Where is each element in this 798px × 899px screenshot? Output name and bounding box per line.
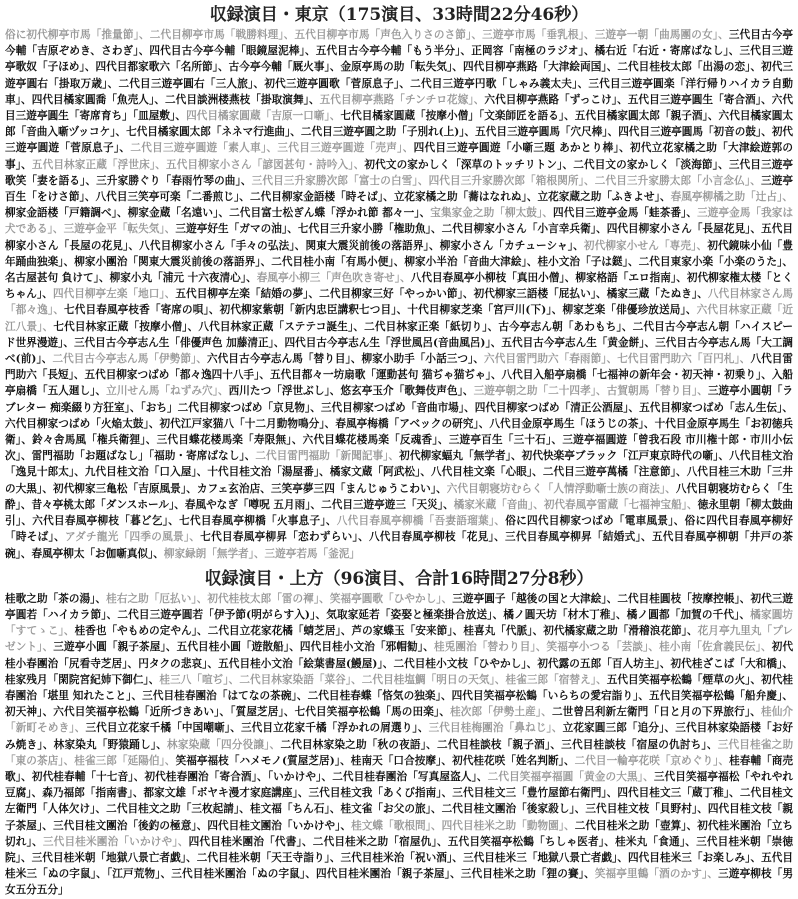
program-entry: 五代目柳亭燕路「チンチロ花嫁」、 xyxy=(319,93,485,106)
program-entry: 初代江戸家猫八「十二月動物鳴分」、 xyxy=(159,417,336,430)
program-entry: 八代目春風亭小柳枝「真田小僧」、 xyxy=(410,272,576,285)
program-entry: 初代三遊亭圓若「ハイカラ節」、 xyxy=(5,592,794,621)
program-entry: 桂文雀「お父の旅」、 xyxy=(340,803,442,816)
program-entry: 古今亭志ん朝「あわもち」、 xyxy=(498,320,633,333)
program-entry: 初代桂春輔「十七音」、 xyxy=(31,770,145,783)
program-entry: 笑福亭福枝「ハメモノ(質屋芝居)」、 xyxy=(175,754,351,767)
program-entry: 八代目三笑亭可楽「二番煎じ」、 xyxy=(95,191,250,204)
program-entry: 七代目笑福亭松鶴「馬の田楽」、 xyxy=(294,706,451,719)
program-entry: 二代目桂春蝶「悋気の独楽」、 xyxy=(307,689,452,702)
program-entry: 六代目三遊亭圓生「寄席育ち」「皿屋敷」、 xyxy=(5,93,794,123)
program-entry: 二代目桂小文枝「ひやかし」、 xyxy=(393,657,538,670)
program-entry: 桂雀三郎「宿替え」、 xyxy=(505,673,607,686)
program-entry: 四代目三升家勝次郎「箱根関所」、 xyxy=(428,174,595,187)
program-entry: 橘右近「右近・寄席ばなし」、 xyxy=(594,45,740,58)
program-entry: 三升家勝ぐり「春雨竹琴の曲」、 xyxy=(96,174,252,187)
program-entry: 名古屋甚句 負けて」、 xyxy=(5,272,110,285)
program-entry: 柳家金語楼「戸籍調べ」、 xyxy=(5,207,128,220)
program-entry: 八代目雷門助六「長短」、 xyxy=(5,353,794,382)
program-entry: 「いかけや」、 xyxy=(267,770,333,783)
program-entry: 二代目三遊亭遊三「天災」、 xyxy=(321,498,454,511)
program-entry: 初代桂枝太郎「雷の褌」、 xyxy=(207,592,330,605)
program-entry: 二代目桂談枝「親子酒」、 xyxy=(436,738,562,751)
program-entry: 二代目三遊亭圓右「三人旅」、 xyxy=(118,77,265,90)
program-entry: 四代目桂文枝「親子茶屋」、 xyxy=(5,803,793,832)
program-entry: 三遊亭好生「ガマの油」、 xyxy=(175,223,298,236)
program-entry: 三代目桂米之助「狸の賽」、 xyxy=(460,868,595,881)
program-entry: 八代目春風亭柳枝「花見」、 xyxy=(368,531,505,544)
program-entry: 二代目三遊亭萬橘「注意節」、 xyxy=(542,466,687,479)
program-entry: 三代目古今亭志ん生「俳優声色 加藤清正」、 xyxy=(73,336,285,349)
program-entry: 芦の家蝶玉「安来節」、 xyxy=(351,625,464,638)
program-entry: 二代目柳家小さん「小言幸兵衛」、 xyxy=(441,223,607,236)
program-entry: 初代快楽亭ブラック「江戸東京時代の噺」、 xyxy=(521,450,730,463)
program-entry: 二代目桂文之助「三枚起請」、 xyxy=(106,803,250,816)
program-entry: 桂三八「喧ぢ」、 xyxy=(159,673,240,686)
program-entry: 春風亭梅橋「アベックの研究」、 xyxy=(335,417,490,430)
program-entry: 四代目桂米團治「親子茶屋」、 xyxy=(316,868,461,881)
program-entry: 二代目桂春團治「写真屋盗人」、 xyxy=(332,770,488,783)
program-entry: 二代目桂米之助「宿屋仇」、 xyxy=(312,835,448,848)
program-entry: 三代目桂文我「あくび指南」、 xyxy=(308,787,453,800)
program-entry: 三代目立花家千橘「中国嘲噺」、 xyxy=(85,722,241,735)
program-entry: 桂小文治「子は鎹」、 xyxy=(537,255,639,268)
program-entry: 八代目朝寝坊むらく「生酔」、 xyxy=(5,482,794,511)
program-entry: 桂南天「口合按摩」、 xyxy=(350,754,453,767)
program-entry: 春風亭小柳三「声色吹き寄せ」、 xyxy=(256,272,411,285)
program-entry: 五代目橘家圓太郎「親子酒」、 xyxy=(574,110,719,123)
program-entry: 二代目桂文團治「後家殺し」、 xyxy=(441,803,586,816)
program-entry: 七代目春風亭枝香「寄席の唄」、 xyxy=(64,304,220,317)
program-entry: 五代目柳亭左楽「結婚の夢」、 xyxy=(175,288,320,301)
program-entry: 春風亭柳太「お伽噺真似」、 xyxy=(31,547,164,560)
program-entry: 三遊亭圓子「越後の国と大津絵」、 xyxy=(452,592,618,605)
program-entry: 三代目桂雀之助「東の茶店」、 xyxy=(5,738,794,767)
program-entry: 三遊亭朝之助「二十四孝」、 xyxy=(473,385,607,398)
program-entry: 立花家橘之助「蕎はなれぬ」、 xyxy=(393,191,538,204)
program-entry: 古今亭今輔「厩火事」、 xyxy=(228,61,341,74)
program-entry: 初代柳家小せん「専売」、 xyxy=(583,239,708,252)
program-entry: 三遊亭市馬「垂乳根」、 xyxy=(482,29,595,41)
program-entry: 六代目古今亭志ん馬「替り目」、 xyxy=(206,353,362,366)
program-entry: 初代柳家三語楼「屁払い」、 xyxy=(473,288,607,301)
program-entry: 都家文雄「ボヤキ漫才家庭講座」、 xyxy=(143,787,309,800)
program-entry: 五代目桂米三「ぬの字鼠」、 xyxy=(5,851,794,881)
program-entry: 笑福亭里鶴「酒のかす」、 xyxy=(594,868,719,881)
program-entry: 二代目雷門福助「新聞記事」、 xyxy=(255,450,400,463)
program-entry: 六代目柳家つばめ「火焔太鼓」、 xyxy=(5,417,160,430)
program-entry: 二代目柳家三好「やっかい節」、 xyxy=(319,288,474,301)
program-entry: 橘ノ圓天坊「材木丁稚」、 xyxy=(503,608,627,621)
program-entry: 初代橘家蔵之助「滑稽浪花節」、 xyxy=(543,625,698,638)
program-entry: 林家染丸「野猿踊し」、 xyxy=(53,738,168,751)
program-entry: 桂喜丸「代脈」、 xyxy=(463,625,544,638)
program-entry: 初代柳家三亀松「吉原風景」、 xyxy=(52,482,197,495)
program-entry: 六代目蝶花楼馬楽「反魂香」、 xyxy=(302,434,449,447)
program-entry: 三遊亭百生「をけさ節」、 xyxy=(5,174,794,204)
program-entry: 八代目金原亭馬生「ほうじの茶」、 xyxy=(489,417,655,430)
program-entry: 四代目三遊亭金馬「蛙茶番」、 xyxy=(553,207,698,220)
program-entry: 三代目春風亭柳昇「結婚式」、 xyxy=(505,531,652,544)
kamigata-section-title: 収録演目・上方（96演目、合計16時間27分8秒） xyxy=(204,568,594,589)
program-entry: 五代目柳亭市馬「声色入りさのさ節」、 xyxy=(294,29,483,41)
program-entry: 三代目三遊亭歌笑「妻を語る」、 xyxy=(5,158,794,187)
program-entry: 三遊亭若馬「釜泥」 xyxy=(264,547,360,560)
program-entry: 三遊亭百生「三十石」、 xyxy=(448,434,563,447)
program-entry: 二代目一輪亭花咲「京めぐり」、 xyxy=(574,754,730,767)
program-entry: 二代目林家染語「菜谷」、 xyxy=(239,673,362,686)
program-entry: 二代目三遊亭圓遊「素人車」、 xyxy=(130,142,278,155)
program-entry: 三代目桂米朝「地獄八景亡者戯」、 xyxy=(31,851,197,864)
program-entry: 柳家小團治「関東大震災前後の落語界」、 xyxy=(74,255,272,268)
program-entry: 四代目桂米團治「代書」、 xyxy=(188,835,313,848)
program-entry: 八代目入船亭扇橋「七福神の新年会・初天神・初乗り」、 xyxy=(501,369,772,382)
program-entry: 三遊亭柳枝「男女五分五分」 xyxy=(5,868,794,897)
program-entry: 金原亭馬の助「転失気」、 xyxy=(340,61,463,74)
program-entry: 初代三遊亭圓遊「菅原息子」、 xyxy=(5,126,794,155)
program-entry: 「おち」二代目柳家つばめ「京見物」、 xyxy=(140,401,321,414)
program-entry: 二代目立花家花橘「蜻芝居」、 xyxy=(207,625,352,638)
program-entry: 初代文の家かしく「深草のトッチリトン」、 xyxy=(364,158,574,171)
program-entry: 三代目桂米三「地獄八景亡者戯」、 xyxy=(462,851,629,864)
program-entry: 桂文福「ちん石」、 xyxy=(249,803,341,816)
program-entry: 三笑亭夢三四「まんじゅうこわい」、 xyxy=(270,482,447,495)
program-entry: 五代目春風亭柳朝「井戸の茶碗」、 xyxy=(5,531,794,560)
program-entry: 三代目三遊亭圓遊「売声」、 xyxy=(277,142,414,155)
program-entry: 昔々亭桃太郎「ダンスホール」、 xyxy=(31,498,185,511)
program-entry: 森乃福郎「指南書」、 xyxy=(42,787,144,800)
program-entry: 正岡容「南極のラジオ」、 xyxy=(471,45,595,58)
program-entry: 三遊亭小圓朝「ラブレター 痴楽綴り方狂室」、 xyxy=(5,385,794,414)
program-entry: 春風亭柳橘之助「辻占」、 xyxy=(670,191,794,204)
program-entry: 二代目桂文左衛門「人体欠け」、 xyxy=(5,787,794,816)
program-entry: 桂米丸「食通」、 xyxy=(615,835,697,848)
program-entry: 十代目柳家芝楽「宮戸川(下)」、 xyxy=(407,304,563,317)
program-entry: 春風やなぎ「噂呪 五月雨」、 xyxy=(184,498,322,511)
tokyo-program-list xyxy=(5,27,793,562)
program-entry: 俗に初代柳亭市馬「推量節」、 xyxy=(5,29,150,41)
program-entry: カフェ玄治店、 xyxy=(196,482,271,495)
program-entry: 入船亭扇橋「五人廻し」、 xyxy=(5,369,794,398)
program-entry: 立花家圓三郎「追分」、 xyxy=(562,722,676,735)
program-entry: 八代目桂文楽「心眼」、 xyxy=(431,466,543,479)
program-entry: 八代目柳家小さん「手々の弘法」、 xyxy=(139,239,306,252)
tokyo-section-title: 収録演目・東京（175演目、33時間22分46秒） xyxy=(209,5,589,25)
program-entry: 三代目三升家勝次郎「富士の白雪」、 xyxy=(251,174,429,187)
program-entry: 五代目柳家小さん「長屋の花見」、 xyxy=(5,223,794,252)
program-entry: 初代露の五郎「百人坊主」、 xyxy=(537,657,671,670)
program-entry: 初代三遊亭圓右「掛取万歳」、 xyxy=(5,61,794,90)
program-entry: 初代桂米團治「立ち切れ」、 xyxy=(5,819,794,848)
program-entry: 柳家芝楽「俳優珍放送局」、 xyxy=(562,304,697,317)
program-entry: 徳永里朝「柳太鼓曲引」、 xyxy=(5,498,794,528)
program-entry: 五代目柳家小さん「諺図甚句・詩吟入」、 xyxy=(165,158,365,171)
program-entry: 笑福亭圓歌「ひやかし」、 xyxy=(329,592,453,605)
program-entry: 四代目桂米之助「動物園」、 xyxy=(441,819,575,832)
program-entry: 七代目橘家圓太郎「ネネマ行進曲」、 xyxy=(126,126,301,139)
program-entry: 円タクの悲哀」、 xyxy=(138,657,219,670)
program-entry: 橘ノ圓都「加賀の千代」、 xyxy=(626,608,751,621)
program-entry: 四代目橘家圓蔵「吉原一口噺」、 xyxy=(186,110,341,123)
program-entry: 三遊亭福圓遊「曾我石段 市川権十郎・市川小伝次」、 xyxy=(5,434,794,463)
program-entry: 気取家延若「姿娶と極楽掛合放送」、 xyxy=(326,608,504,621)
program-entry: 柳家金蔵「名遠い」、 xyxy=(127,207,230,220)
program-entry: 三遊亭金馬「我家は犬である」、 xyxy=(5,207,794,236)
program-entry: 宝集家金之助「柳太鼓」、 xyxy=(430,207,554,220)
program-entry: 五代目桂小文治「絵葉書屋(鰻屋)」、 xyxy=(218,657,394,670)
program-entry: 七代目林家正蔵「按摩小僧」、 xyxy=(53,320,199,333)
program-entry: 三代目柳家つばめ「音曲市場」、 xyxy=(320,401,475,414)
program-entry: 五代目柳家つばめ「都々逸四十八手」、 xyxy=(84,369,270,382)
program-entry: 二代目桂塩鯛「明日の天気」、 xyxy=(361,673,506,686)
program-entry: 二代目林家正楽「紙切り」、 xyxy=(364,320,499,333)
program-entry: 二代目三遊亭円歌「しゃみ義太夫」、 xyxy=(410,77,589,90)
kamigata-program-list xyxy=(5,591,793,899)
program-entry: 初代春風亭雷蔵「七福神宝船」、 xyxy=(543,498,698,511)
program-entry: 六代目柳亭燕路「ずっこけ」、 xyxy=(484,93,628,106)
program-entry: 六代目林家正蔵「近江八景」、 xyxy=(5,304,794,333)
program-entry: 橘家文蔵「阿武松」、 xyxy=(329,466,431,479)
program-entry: 初代三遊亭圓歌「菅原息子」、 xyxy=(264,77,411,90)
program-entry: 三代目三遊亭圓楽「洋行帰りハイカラ自動車」、 xyxy=(5,77,793,106)
program-entry: 初代立花家橘之助「大津絵遊郭の事」、 xyxy=(5,142,794,171)
program-entry: 二代目桂枝太郎「出湯の恋」、 xyxy=(617,61,762,74)
program-entry: 四代目柳家つばめ「清正公酒屋」、 xyxy=(474,401,640,414)
program-entry: 六代目笑福亭松鶴「近所づきあい」、 xyxy=(53,706,231,719)
program-entry: 桂雀三郎「延陽伯」、 xyxy=(74,754,176,767)
program-entry: 三代目立花家千橘「浮かれの屑選り」、 xyxy=(240,722,429,735)
program-entry: 橘家米蔵「音曲」、 xyxy=(453,498,544,511)
program-entry: 三代目古今亭志ん馬「大工調べ(前)」、 xyxy=(5,336,794,366)
program-entry: 二代目東家小楽「小楽のうた」、 xyxy=(638,255,794,268)
program-entry: 三代目桂文枝「貝野村」、 xyxy=(585,803,708,816)
program-entry: 二代目三升家勝太郎「小言念仏」、 xyxy=(594,174,761,187)
program-entry: 六代目朝寝坊むらく「人情浮動噺士族の商法」、 xyxy=(446,482,676,495)
program-entry: 五代目三遊亭圓馬「穴尺棒」、 xyxy=(475,126,619,139)
program-entry: 初代柳家蝠丸「無学者」、 xyxy=(399,450,522,463)
program-entry: 柳家小半治「音曲大津絵」、 xyxy=(404,255,538,268)
program-entry: 桂兎團治「替わり目」、 xyxy=(433,641,547,654)
program-entry: 七代目三升家小勝「権助魚」、 xyxy=(297,223,442,236)
program-entry: 六代目橘家圓太郎「音曲入噺ヅッコケ」、 xyxy=(5,110,794,139)
program-entry: 六代目雷門助六「春雨節」、 xyxy=(484,353,618,366)
program-entry: 三代目蝶花楼馬楽「寿限無」、 xyxy=(156,434,303,447)
program-entry: 七代目橘家圓蔵「按摩小僧」「文楽師匠を語る」、 xyxy=(340,110,575,123)
program-entry: 二代目三遊亭圓之助「子別れ(上)」、 xyxy=(300,126,476,139)
program-entry: 柳家緑朗「無学者」、 xyxy=(163,547,265,560)
program-entry: 三代目桂米團治「いかけや」、 xyxy=(42,835,189,848)
program-entry: 三代目桂米朝「崇徳院」、 xyxy=(5,835,794,864)
program-entry: 二代目古今亭志ん馬「伊勢節」、 xyxy=(52,353,207,366)
program-entry: 二代目富士松ぎん蝶「浮かれ節 都々一」、 xyxy=(229,207,431,220)
program-entry: 七代目雷門助六「百円札」、 xyxy=(617,353,751,366)
program-entry: 俗に四代目春風亭柳好「時そば」、 xyxy=(5,515,794,544)
program-entry: 五代目古今亭志ん生「黄金餅」、 xyxy=(501,336,656,349)
program-entry: 四代目桂文三「蔵丁稚」、 xyxy=(617,787,740,800)
program-entry: 古賀朝馬「替り目」、 xyxy=(606,385,708,398)
program-entry: 三代目桂春團治「はてなの茶碗」、 xyxy=(142,689,308,702)
program-entry: 初代柳家権太楼「とくちゃん」、 xyxy=(5,272,794,301)
program-entry: 柳家小助手「小話三つ」、 xyxy=(361,353,485,366)
program-entry: 三代目桂梅團治「鼻ねじ」、 xyxy=(428,722,563,735)
program-entry: 立川せん馬「ねずみ穴」、 xyxy=(106,385,229,398)
program-entry: 桂右之助「厄払い」、 xyxy=(106,592,208,605)
program-entry: 五代目古今亭今輔「もう半分」、 xyxy=(315,45,472,58)
program-entry: 柳家格語「エロ指南」、 xyxy=(575,272,687,285)
program-entry: 八代目桂文治「逸見十郎太」、 xyxy=(5,450,793,479)
program-entry: 八代目林家正蔵「ステテコ誕生」、 xyxy=(198,320,365,333)
program-entry: 四代目古今亭志ん生「浮世風呂(音曲風呂)」、 xyxy=(284,336,502,349)
program-entry: 鈴々舎馬風「権兵衛狸」、 xyxy=(32,434,157,447)
program-entry: 初代桂春團治「堪里 知れたこと」、 xyxy=(5,673,794,702)
program-entry: 三代目桂談枝「宿屋の仇討ち」、 xyxy=(561,738,718,751)
program-entry: アダチ龍光「四季の風景」、 xyxy=(64,531,201,544)
program-entry: 四代目桂米三「お楽しみ」、 xyxy=(628,851,762,864)
program-entry: 「質屋芝居」、 xyxy=(230,706,295,719)
program-entry: 初天神」、 xyxy=(5,706,54,719)
program-entry: 三代目桂米團治「ぬの字鼠」、 xyxy=(171,868,317,881)
program-entry: 四代目柳家小さん「長屋花見」、 xyxy=(606,223,762,236)
program-entry: 五代目林家正蔵「浮世床」、 xyxy=(31,158,166,171)
program-entry: 三遊亭金平「転失気」、 xyxy=(63,223,176,236)
program-entry: 初代鏡味小仙「豊年踊曲独楽」、 xyxy=(5,239,794,268)
program-entry: 十代目桂文治「湯屋番」、 xyxy=(207,466,330,479)
program-entry: 柳家小丸「浦元 十六夜清心」、 xyxy=(109,272,257,285)
program-entry: 五代目笑福亭松鶴「船弁慶」、 xyxy=(649,689,794,702)
program-entry: 桂家残月「閑院宮紀姉下御仁」、 xyxy=(5,673,160,686)
program-entry: 桂香也「やもめの定やん」、 xyxy=(74,625,208,638)
program-entry: 二世曾呂利新左衛門「日と月の下界旅行」、 xyxy=(551,706,761,719)
program-entry: 四代目三遊亭圓遊「小噺三題 あかとり棒」、 xyxy=(413,142,631,155)
program-entry: 四代目都家歌六「名所節」、 xyxy=(95,61,229,74)
program-entry: 四代目笑福亭松鶴「いらちの愛宕詣り」、 xyxy=(451,689,650,702)
program-entry: 雷門福助「お題ばなし」「福助・寄席ばなし」、 xyxy=(31,450,256,463)
program-entry: 二代目桂小南「有馬小便」、 xyxy=(271,255,405,268)
program-entry: 二代目柳家金語楼「時そば」、 xyxy=(249,191,394,204)
program-entry: 二代目桂米之助「壺算」、 xyxy=(574,819,698,832)
program-entry: 二代目桂米朝「天王寺詣り」、 xyxy=(196,851,341,864)
program-entry: 四代目桂文團治「いかけや」、 xyxy=(207,819,352,832)
program-entry: 二代目桂圓枝「按摩控帳」、 xyxy=(617,592,751,605)
program-entry: 五代目三遊亭圓生「寄合酒」、 xyxy=(627,93,772,106)
program-entry: 十代目金原亭馬生「お初徳兵衛」、 xyxy=(5,417,793,447)
program-entry: 八代目林家さん馬「都々逸」、 xyxy=(5,288,794,317)
program-entry: 悠玄亭玉介「歌舞伎声色」、 xyxy=(340,385,474,398)
program-entry: 三代目桂米治「祝い酒」、 xyxy=(340,851,463,864)
program-entry: 七代目春風亭柳橋「火事息子」、 xyxy=(179,515,337,528)
program-entry: 関東大震災前後の落語界」、 xyxy=(305,239,440,252)
program-entry: 三代目桂文三「豊竹屋節右衛門」、 xyxy=(452,787,618,800)
program-entry: 二代目文の家かしく「淡海節」、 xyxy=(573,158,729,171)
program-entry: 二代目古今亭志ん朝「ハイスピード世界漫遊」、 xyxy=(5,320,794,349)
program-entry: 初代柳家紫朝「新内忠臣講釈七つ目」、 xyxy=(219,304,408,317)
program-entry: 柳家小さん「カチューシャ」、 xyxy=(439,239,584,252)
program-entry: 八代目春風亭柳橋「吾妻語瑠葉」、 xyxy=(336,515,506,528)
program-entry: 橘家圓坊「すてゝこ」、 xyxy=(5,608,794,638)
program-entry: 三代目林家染語楼「お好み焼き」、 xyxy=(5,722,794,751)
program-entry: 桂歌之助「茶の湯」、 xyxy=(5,592,107,605)
program-entry: 三代目桂文團治「後釣の極意」、 xyxy=(52,819,208,832)
program-entry: 花月亭九里丸「プレゼント」、 xyxy=(5,625,794,654)
program-entry: 橘家三蔵「たぬき」、 xyxy=(606,288,708,301)
program-entry: 初代桂春團治「寄合酒」、 xyxy=(144,770,268,783)
program-entry: 三代目三遊亭歌奴「子ほめ」、 xyxy=(5,45,794,74)
program-entry: 三遊亭一朝「曲馬團の女」、 xyxy=(594,29,729,41)
program-entry: 五代目桂小圓「遊散船」、 xyxy=(176,641,300,654)
program-entry: 四代目柳亭燕路「大津絵両国」、 xyxy=(462,61,618,74)
program-entry: 二代目林家染之助「秋の夜語」、 xyxy=(280,738,437,751)
program-entry: 林家染蔵「四分役譲」、 xyxy=(167,738,281,751)
program-entry: 桂文蝶「歌根問」、 xyxy=(351,819,442,832)
program-entry: 初代桂小春團治「尻看寺芝居」、 xyxy=(5,641,794,670)
program-entry: 二代目柳亭市馬「戦勝料理」、 xyxy=(149,29,295,41)
program-entry: 四代目桂小文治「邪帽勧」、 xyxy=(299,641,434,654)
program-entry: 六代目春風亭柳枝「暮ど乞」、 xyxy=(32,515,180,528)
program-entry: 八代目桂三木助「三井の大黒」、 xyxy=(5,466,794,495)
program-entry: 七代目春風亭柳昇「恋わずらい」、 xyxy=(200,531,369,544)
program-entry: 二代目談洲楼燕枝「掛取演舞」、 xyxy=(165,93,320,106)
program-entry: 桂小南「佐倉義民伝」、 xyxy=(659,641,772,654)
program-entry: 三代目古今亭今輔「吉原ぞめき、さわぎ」、 xyxy=(5,29,794,58)
program-entry: 俗に四代目柳家つばめ「電車風景」、 xyxy=(505,515,685,528)
program-entry: 三代目笑福亭福松「やれやれ豆腐」、 xyxy=(5,770,794,800)
program-entry: 二代目笑福亭福圓「黄金の大黒」、 xyxy=(487,770,654,783)
program-entry: 桂春輔「商売歌」、 xyxy=(5,754,794,783)
program-entry: 「江戸荒物」、 xyxy=(106,868,172,881)
program-entry: 笑福亭小つる「芸談」、 xyxy=(546,641,660,654)
program-entry: 四代目古今亭今輔「眼鏡屋泥棒」、 xyxy=(149,45,316,58)
program-entry: 初代桂ざこば「大和橋」、 xyxy=(670,657,794,670)
program-entry: 五代目柳家つばめ「志ん生伝」、 xyxy=(639,401,793,414)
program-entry: 立花家蔵之助「ふきよせ」、 xyxy=(537,191,671,204)
program-entry: 五代目笑福亭松鶴「ちしゃ医者」、 xyxy=(447,835,616,848)
program-entry: 桂次郎「伊勢土産」、 xyxy=(450,706,552,719)
program-entry: 四代目橘家圓喬「魚売人」、 xyxy=(31,93,165,106)
program-entry: 二代目三遊亭圓若「伊予節(明がらす入)」、 xyxy=(117,608,327,621)
program-entry: 四代目三遊亭圓馬「初音の鼓」、 xyxy=(618,126,772,139)
program-entry: 桂仙介「新町そめき」、 xyxy=(5,706,794,735)
program-entry: 三遊亭小圓「親子茶屋」、 xyxy=(53,641,177,654)
program-entry: 五代目笑福亭松鶴「煙草の火」、 xyxy=(606,673,762,686)
program-entry: 四代目柳亭左楽「地口」、 xyxy=(52,288,176,301)
program-entry: 初代桂花咲「姓名判断」、 xyxy=(452,754,575,767)
program-entry: 五代目都々一坊扇歌「運動甚句 猫ぢゃ猫ぢゃ」、 xyxy=(269,369,502,382)
program-entry: 九代目桂文治「口入屋」、 xyxy=(84,466,208,479)
program-entry: 西川たつ「浮世ぶし」、 xyxy=(228,385,341,398)
